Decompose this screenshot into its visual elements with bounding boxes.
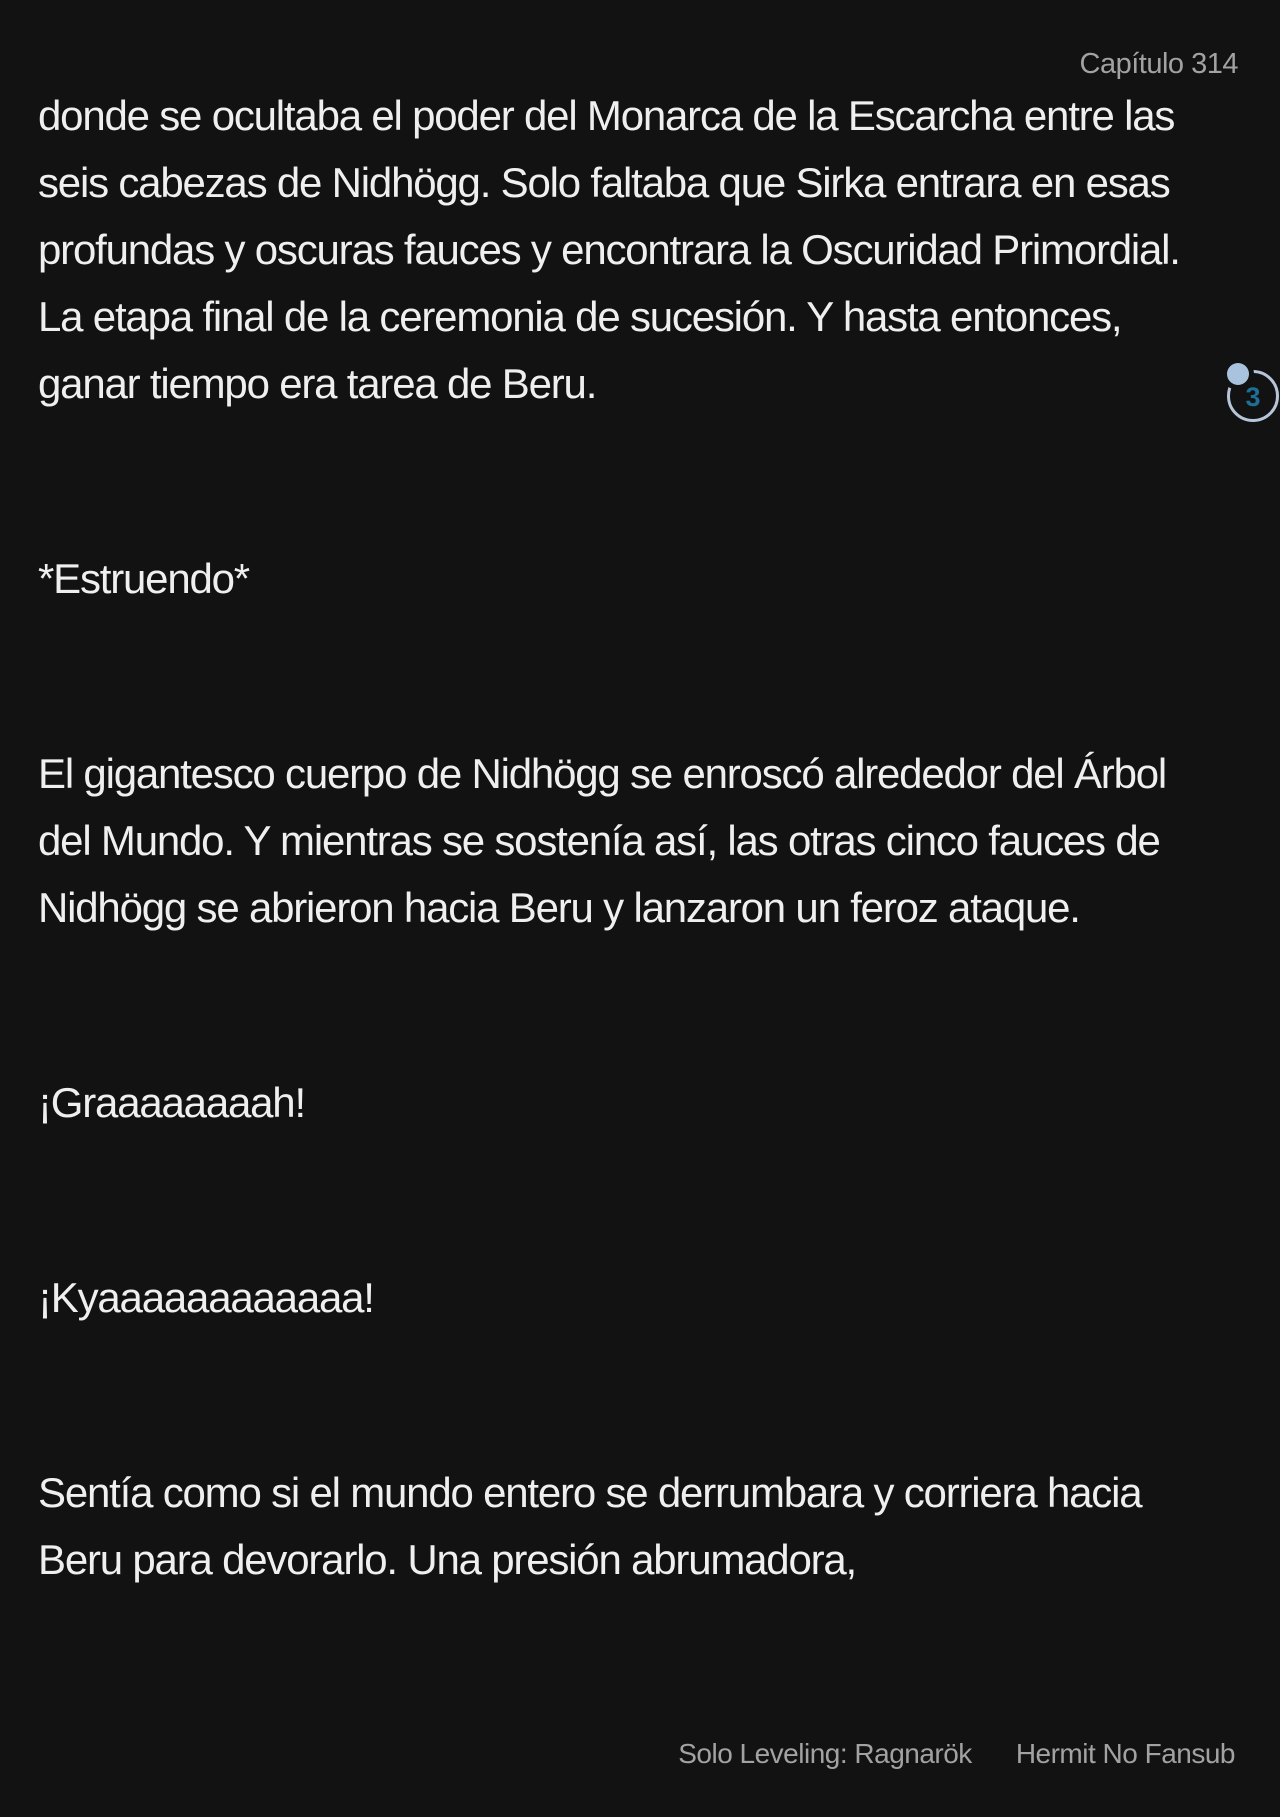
- paragraph: donde se ocultaba el poder del Monarca de la Escarcha entre las seis cabezas de Nidhögg. Solo faltaba que Sirka entrara en esas profundas y oscuras fauces y encontrara la Oscuridad Primordial. La etapa final de la ceremonia de sucesión. Y hasta entonces, ganar tiempo era tarea de Beru.: [38, 92, 1180, 407]
- paragraph: El gigantesco cuerpo de Nidhögg se enroscó alrededor del Árbol del Mundo. Y mientras se sostenía así, las otras cinco fauces de Nidhögg se abrieron hacia Beru y lanzaron un feroz ataque.: [38, 750, 1167, 931]
- fansub-credit: Hermit No Fansub: [1015, 1738, 1235, 1769]
- chapter-body: [38, 82, 1198, 1721]
- paragraph: Sentía como si el mundo entero se derrumbara y corriera hacia Beru para devorarlo. Una presión abrumadora,: [38, 1469, 1142, 1583]
- paragraph: *Estruendo*: [38, 555, 249, 602]
- book-title: Solo Leveling: Ragnarök: [678, 1738, 972, 1769]
- progress-count: 3: [1245, 381, 1261, 412]
- chapter-label: Capítulo 314: [1079, 48, 1238, 80]
- paragraph: ¡Graaaaaaaah!: [38, 1079, 305, 1126]
- chapter-header: [1080, 48, 1238, 81]
- page-footer: [0, 1738, 1235, 1770]
- reading-progress-badge[interactable]: [1227, 370, 1279, 422]
- paragraph: ¡Kyaaaaaaaaaaaa!: [38, 1274, 374, 1321]
- progress-dot-icon: [1227, 363, 1249, 385]
